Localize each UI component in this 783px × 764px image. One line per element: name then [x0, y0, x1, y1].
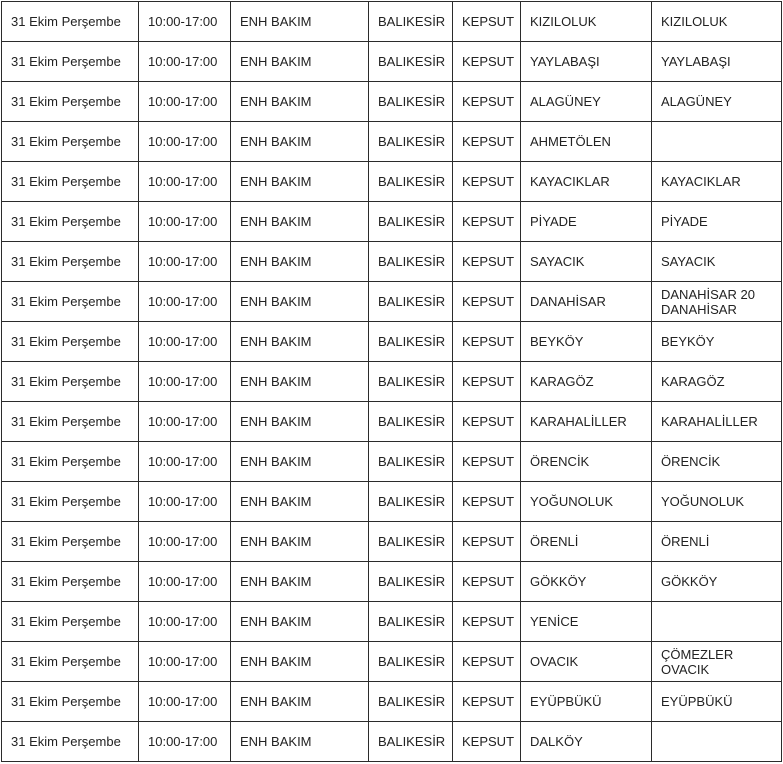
- table-row: [2, 322, 782, 362]
- table-row: [2, 42, 782, 82]
- table-row: [2, 82, 782, 122]
- date-cell: 31 Ekim Perşembe: [2, 42, 139, 82]
- city-cell: BALIKESİR: [369, 442, 453, 482]
- reason-cell: ENH BAKIM: [231, 242, 369, 282]
- neighborhood-cell: ALAGÜNEY: [521, 82, 652, 122]
- city-cell: BALIKESİR: [369, 122, 453, 162]
- district-cell: KEPSUT: [453, 2, 521, 42]
- date-cell: 31 Ekim Perşembe: [2, 162, 139, 202]
- district-cell: KEPSUT: [453, 322, 521, 362]
- district-cell: KEPSUT: [453, 122, 521, 162]
- street-cell: [652, 722, 782, 762]
- time-range-cell: 10:00-17:00: [139, 602, 231, 642]
- time-range-cell: 10:00-17:00: [139, 562, 231, 602]
- table-row: [2, 442, 782, 482]
- neighborhood-cell: KARAGÖZ: [521, 362, 652, 402]
- district-cell: KEPSUT: [453, 242, 521, 282]
- table-row: [2, 2, 782, 42]
- city-cell: BALIKESİR: [369, 82, 453, 122]
- district-cell: KEPSUT: [453, 362, 521, 402]
- district-cell: KEPSUT: [453, 442, 521, 482]
- city-cell: BALIKESİR: [369, 42, 453, 82]
- neighborhood-cell: ÖRENCİK: [521, 442, 652, 482]
- reason-cell: ENH BAKIM: [231, 522, 369, 562]
- time-range-cell: 10:00-17:00: [139, 402, 231, 442]
- table-row: [2, 242, 782, 282]
- street-cell: KIZILOLUK: [652, 2, 782, 42]
- date-cell: 31 Ekim Perşembe: [2, 522, 139, 562]
- street-cell: KARAHALİLLER: [652, 402, 782, 442]
- table-row: [2, 122, 782, 162]
- street-cell: KARAGÖZ: [652, 362, 782, 402]
- city-cell: BALIKESİR: [369, 402, 453, 442]
- city-cell: BALIKESİR: [369, 522, 453, 562]
- reason-cell: ENH BAKIM: [231, 722, 369, 762]
- date-cell: 31 Ekim Perşembe: [2, 402, 139, 442]
- reason-cell: ENH BAKIM: [231, 282, 369, 322]
- street-cell: BEYKÖY: [652, 322, 782, 362]
- reason-cell: ENH BAKIM: [231, 362, 369, 402]
- city-cell: BALIKESİR: [369, 162, 453, 202]
- neighborhood-cell: KIZILOLUK: [521, 2, 652, 42]
- neighborhood-cell: YOĞUNOLUK: [521, 482, 652, 522]
- street-cell: ALAGÜNEY: [652, 82, 782, 122]
- table-row: [2, 722, 782, 762]
- time-range-cell: 10:00-17:00: [139, 682, 231, 722]
- table-row: [2, 562, 782, 602]
- date-cell: 31 Ekim Perşembe: [2, 682, 139, 722]
- city-cell: BALIKESİR: [369, 202, 453, 242]
- time-range-cell: 10:00-17:00: [139, 722, 231, 762]
- reason-cell: ENH BAKIM: [231, 42, 369, 82]
- street-cell: DANAHİSAR 20 DANAHİSAR: [652, 282, 782, 322]
- district-cell: KEPSUT: [453, 722, 521, 762]
- date-cell: 31 Ekim Perşembe: [2, 322, 139, 362]
- time-range-cell: 10:00-17:00: [139, 82, 231, 122]
- neighborhood-cell: OVACIK: [521, 642, 652, 682]
- time-range-cell: 10:00-17:00: [139, 122, 231, 162]
- neighborhood-cell: DALKÖY: [521, 722, 652, 762]
- city-cell: BALIKESİR: [369, 282, 453, 322]
- reason-cell: ENH BAKIM: [231, 442, 369, 482]
- city-cell: BALIKESİR: [369, 242, 453, 282]
- time-range-cell: 10:00-17:00: [139, 522, 231, 562]
- street-cell: ÇÖMEZLER OVACIK: [652, 642, 782, 682]
- reason-cell: ENH BAKIM: [231, 202, 369, 242]
- time-range-cell: 10:00-17:00: [139, 442, 231, 482]
- reason-cell: ENH BAKIM: [231, 482, 369, 522]
- district-cell: KEPSUT: [453, 682, 521, 722]
- reason-cell: ENH BAKIM: [231, 562, 369, 602]
- neighborhood-cell: PİYADE: [521, 202, 652, 242]
- time-range-cell: 10:00-17:00: [139, 42, 231, 82]
- street-cell: ÖRENLİ: [652, 522, 782, 562]
- city-cell: BALIKESİR: [369, 602, 453, 642]
- reason-cell: ENH BAKIM: [231, 402, 369, 442]
- date-cell: 31 Ekim Perşembe: [2, 482, 139, 522]
- city-cell: BALIKESİR: [369, 2, 453, 42]
- time-range-cell: 10:00-17:00: [139, 322, 231, 362]
- street-cell: PİYADE: [652, 202, 782, 242]
- neighborhood-cell: KARAHALİLLER: [521, 402, 652, 442]
- time-range-cell: 10:00-17:00: [139, 482, 231, 522]
- time-range-cell: 10:00-17:00: [139, 362, 231, 402]
- district-cell: KEPSUT: [453, 602, 521, 642]
- neighborhood-cell: DANAHİSAR: [521, 282, 652, 322]
- district-cell: KEPSUT: [453, 82, 521, 122]
- table-row: [2, 362, 782, 402]
- power-outage-table: [1, 1, 782, 762]
- district-cell: KEPSUT: [453, 642, 521, 682]
- neighborhood-cell: EYÜPBÜKÜ: [521, 682, 652, 722]
- table-row: [2, 642, 782, 682]
- city-cell: BALIKESİR: [369, 562, 453, 602]
- city-cell: BALIKESİR: [369, 722, 453, 762]
- reason-cell: ENH BAKIM: [231, 82, 369, 122]
- street-cell: YOĞUNOLUK: [652, 482, 782, 522]
- date-cell: 31 Ekim Perşembe: [2, 122, 139, 162]
- street-cell: SAYACIK: [652, 242, 782, 282]
- district-cell: KEPSUT: [453, 522, 521, 562]
- date-cell: 31 Ekim Perşembe: [2, 602, 139, 642]
- table-row: [2, 682, 782, 722]
- table-body: [2, 2, 782, 762]
- date-cell: 31 Ekim Perşembe: [2, 242, 139, 282]
- date-cell: 31 Ekim Perşembe: [2, 722, 139, 762]
- district-cell: KEPSUT: [453, 562, 521, 602]
- time-range-cell: 10:00-17:00: [139, 242, 231, 282]
- reason-cell: ENH BAKIM: [231, 602, 369, 642]
- city-cell: BALIKESİR: [369, 642, 453, 682]
- street-cell: GÖKKÖY: [652, 562, 782, 602]
- neighborhood-cell: YENİCE: [521, 602, 652, 642]
- table-row: [2, 482, 782, 522]
- reason-cell: ENH BAKIM: [231, 642, 369, 682]
- district-cell: KEPSUT: [453, 162, 521, 202]
- district-cell: KEPSUT: [453, 42, 521, 82]
- table-row: [2, 282, 782, 322]
- date-cell: 31 Ekim Perşembe: [2, 362, 139, 402]
- table-row: [2, 162, 782, 202]
- date-cell: 31 Ekim Perşembe: [2, 642, 139, 682]
- reason-cell: ENH BAKIM: [231, 682, 369, 722]
- table-row: [2, 202, 782, 242]
- street-cell: ÖRENCİK: [652, 442, 782, 482]
- reason-cell: ENH BAKIM: [231, 162, 369, 202]
- neighborhood-cell: YAYLABAŞI: [521, 42, 652, 82]
- table-row: [2, 522, 782, 562]
- table-row: [2, 602, 782, 642]
- time-range-cell: 10:00-17:00: [139, 282, 231, 322]
- city-cell: BALIKESİR: [369, 482, 453, 522]
- reason-cell: ENH BAKIM: [231, 322, 369, 362]
- neighborhood-cell: GÖKKÖY: [521, 562, 652, 602]
- reason-cell: ENH BAKIM: [231, 2, 369, 42]
- date-cell: 31 Ekim Perşembe: [2, 82, 139, 122]
- neighborhood-cell: BEYKÖY: [521, 322, 652, 362]
- date-cell: 31 Ekim Perşembe: [2, 202, 139, 242]
- time-range-cell: 10:00-17:00: [139, 162, 231, 202]
- city-cell: BALIKESİR: [369, 682, 453, 722]
- street-cell: KAYACIKLAR: [652, 162, 782, 202]
- table-row: [2, 402, 782, 442]
- district-cell: KEPSUT: [453, 402, 521, 442]
- time-range-cell: 10:00-17:00: [139, 202, 231, 242]
- neighborhood-cell: AHMETÖLEN: [521, 122, 652, 162]
- district-cell: KEPSUT: [453, 482, 521, 522]
- street-cell: YAYLABAŞI: [652, 42, 782, 82]
- neighborhood-cell: KAYACIKLAR: [521, 162, 652, 202]
- date-cell: 31 Ekim Perşembe: [2, 282, 139, 322]
- district-cell: KEPSUT: [453, 202, 521, 242]
- street-cell: [652, 602, 782, 642]
- time-range-cell: 10:00-17:00: [139, 642, 231, 682]
- date-cell: 31 Ekim Perşembe: [2, 442, 139, 482]
- city-cell: BALIKESİR: [369, 322, 453, 362]
- district-cell: KEPSUT: [453, 282, 521, 322]
- neighborhood-cell: SAYACIK: [521, 242, 652, 282]
- date-cell: 31 Ekim Perşembe: [2, 562, 139, 602]
- reason-cell: ENH BAKIM: [231, 122, 369, 162]
- city-cell: BALIKESİR: [369, 362, 453, 402]
- time-range-cell: 10:00-17:00: [139, 2, 231, 42]
- neighborhood-cell: ÖRENLİ: [521, 522, 652, 562]
- street-cell: EYÜPBÜKÜ: [652, 682, 782, 722]
- date-cell: 31 Ekim Perşembe: [2, 2, 139, 42]
- street-cell: [652, 122, 782, 162]
